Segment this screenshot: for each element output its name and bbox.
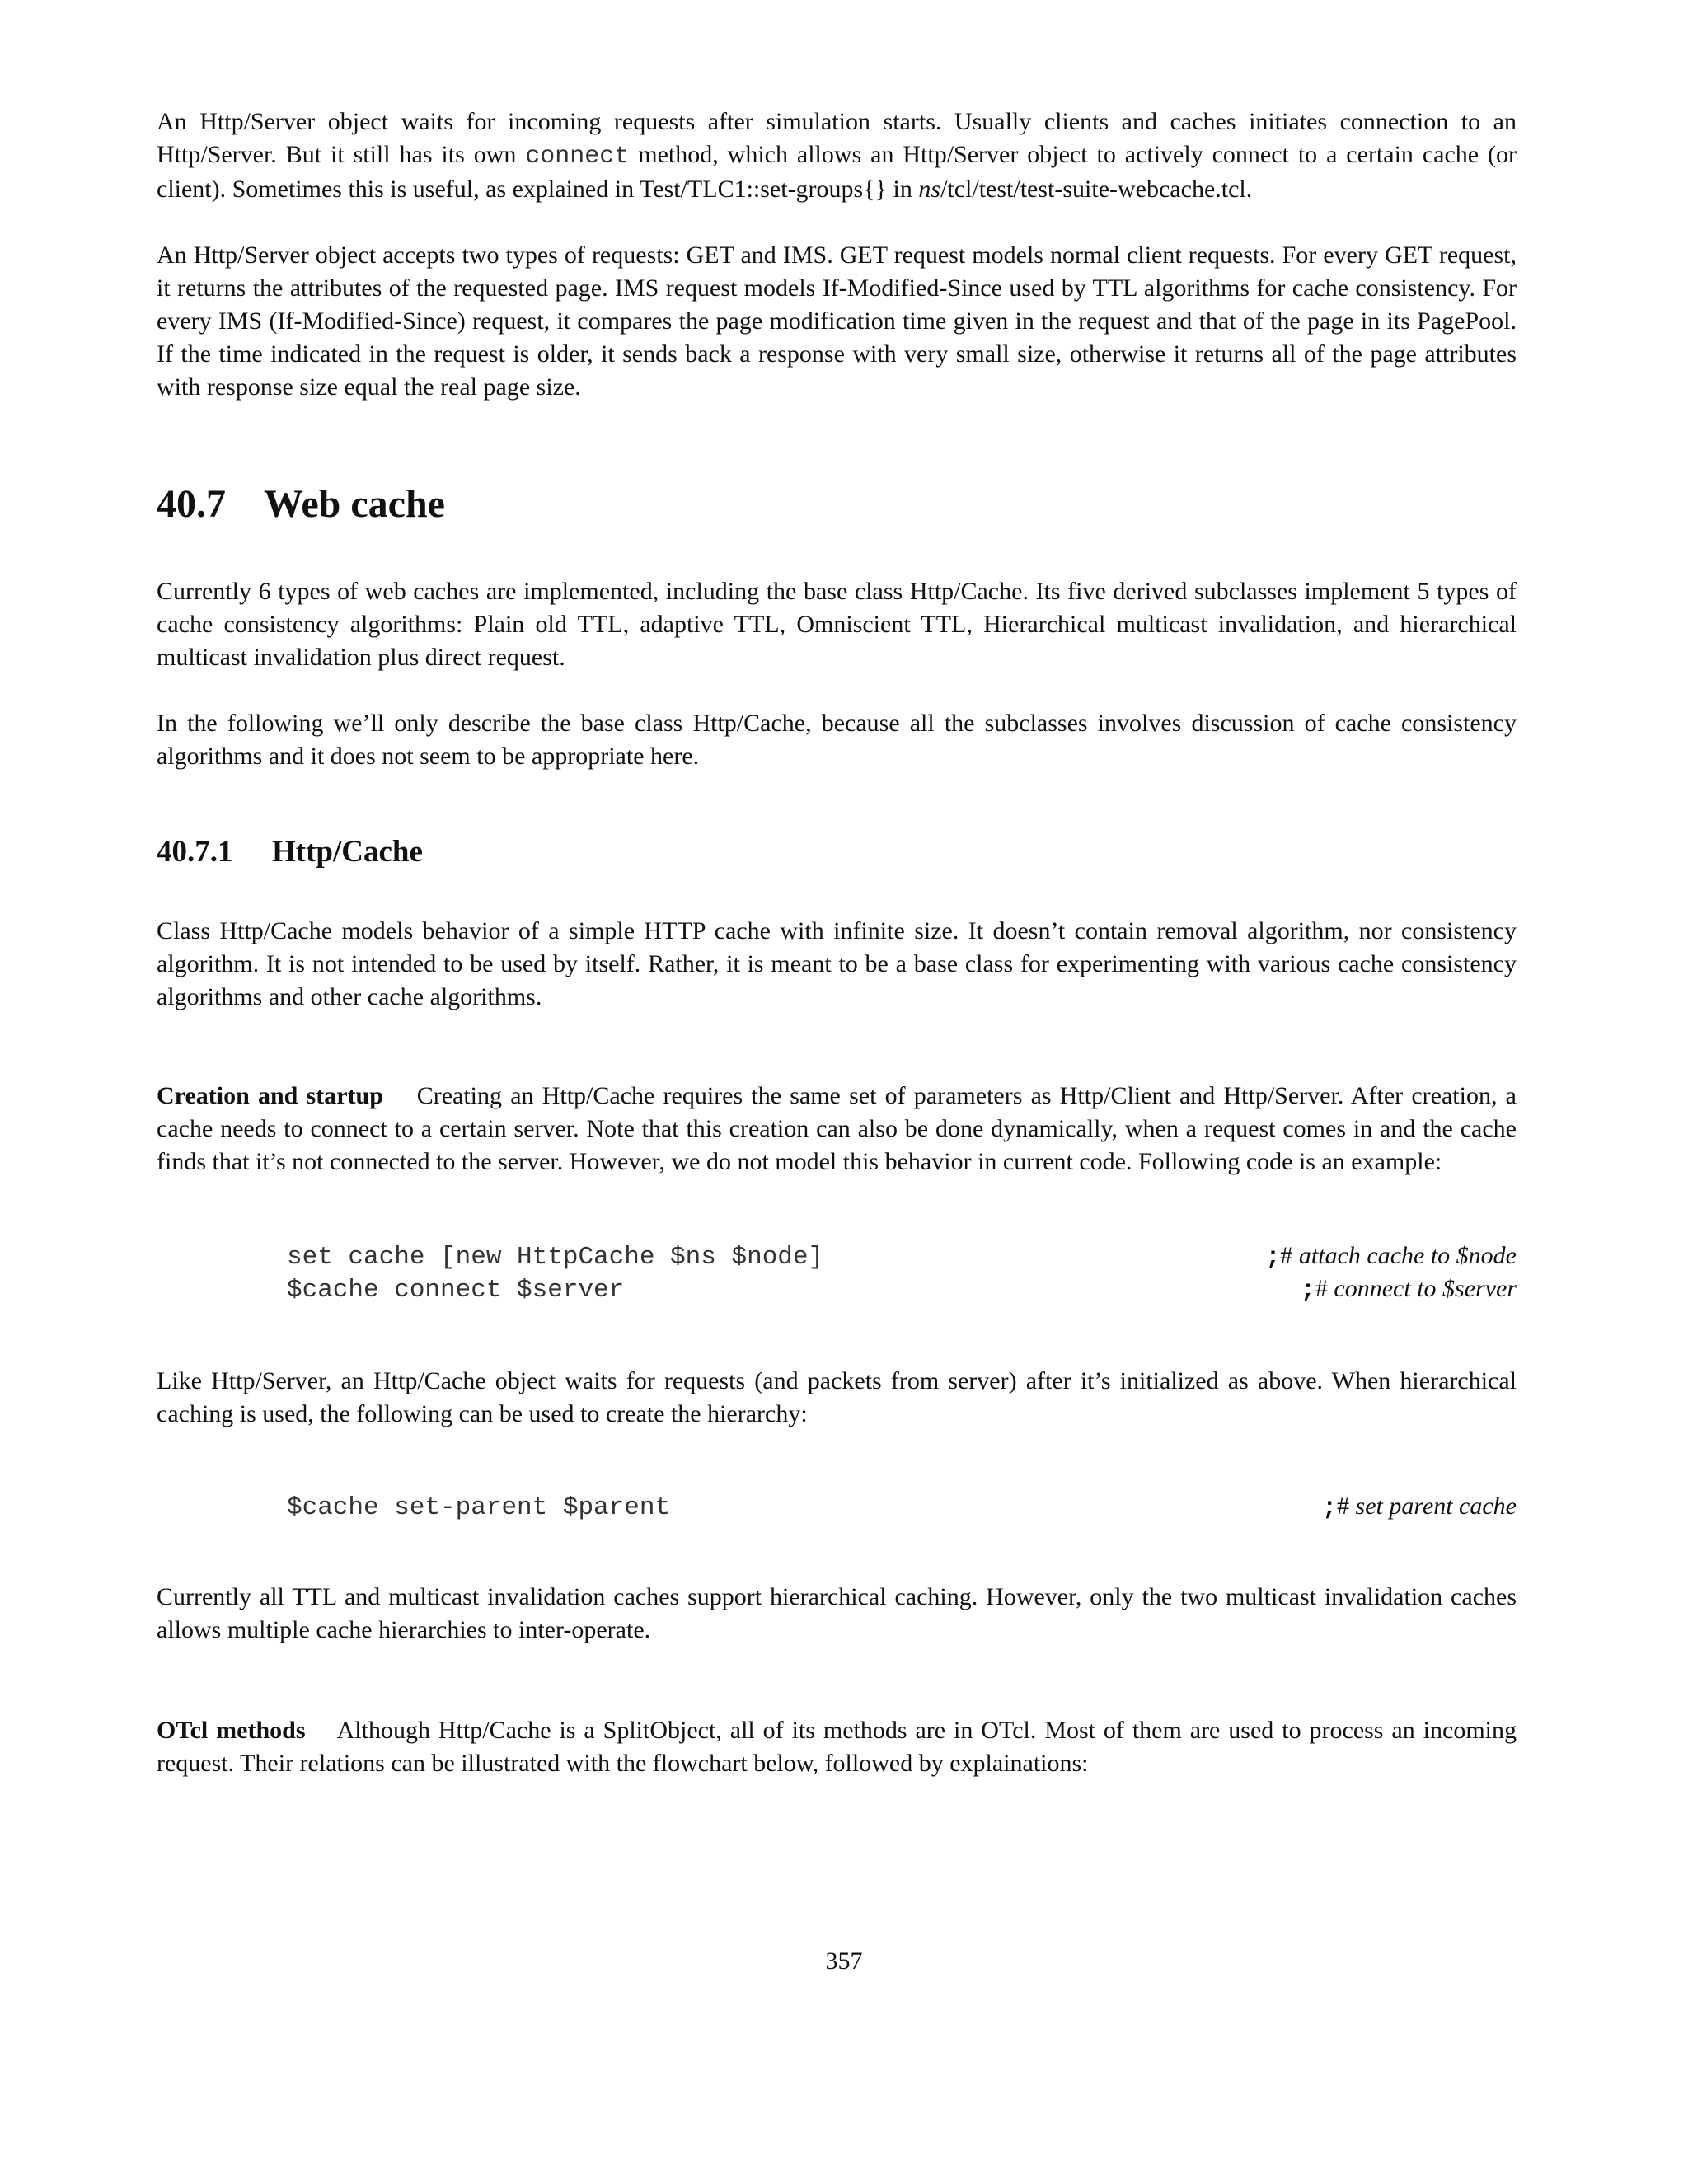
page-content — [157, 105, 1517, 1780]
paragraph-request-types: An Http/Server object accepts two types of requests: GET and IMS. GET request models normal client requests. For every GET request, it returns the attributes of the requested page. IMS request models If-Modified-Since used by TTL algorithms for cache consistency. For every IMS (If-Modified-Since) request, it compares the page modification time given in the request and that of the page in its PagePool. If the time indicated in the request is older, it sends back a response with very small size, otherwise it returns all of the page attributes with response size equal the real page size. — [157, 241, 1517, 401]
code-block-parent — [287, 1490, 1517, 1523]
paragraph-text: method, which allows an Http/Server object to actively connect to a certain cache (or client). Sometimes this is useful, as explained in Test/TLC1::set-groups{} in — [157, 141, 1517, 203]
paragraph-base-class: In the following we’ll only describe the base class Http/Cache, because all the subclasses involves discussion of cache consistency algorithms and it does not seem to be appropriate here. — [157, 710, 1517, 770]
code-line — [287, 1240, 1517, 1272]
italic-ns: ns — [918, 176, 941, 203]
semicolon: ; — [1300, 1277, 1315, 1305]
code-line — [287, 1272, 1517, 1305]
comment-hash: # — [1315, 1275, 1328, 1302]
paragraph-text: Creating an Http/Cache requires the same set of parameters as Http/Client and Http/Server. After creation, a cache needs to connect to a certain server. Note that this creation can also be done dynamically, when a request comes in and the cache finds that it’s not connected to the server. However, we do not model this behavior in current code. Following code is an example: — [157, 1082, 1517, 1175]
paragraph-hierarchy: Like Http/Server, an Http/Cache object waits for requests (and packets from server) after it’s initialized as above. When hierarchical caching is used, the following can be used to create the hierarchy: — [157, 1367, 1517, 1427]
paragraph-cache-types: Currently 6 types of web caches are implemented, including the base class Http/Cache. Its five derived subclasses implement 5 types of cache consistency algorithms: Plain old TTL, adaptive TTL, Omniscient TTL, Hierarchical multicast invalidation, and hierarchical multicast invalidation plus direct request. — [157, 578, 1517, 671]
paragraph-http-server-intro — [157, 105, 1517, 206]
code-block-creation — [287, 1240, 1517, 1305]
subsection-number: 40.7.1 — [157, 835, 233, 869]
paragraph-otcl-methods — [157, 1714, 1517, 1780]
code-text: $cache connect $server — [287, 1276, 625, 1305]
code-comment — [1322, 1490, 1517, 1525]
semicolon: ; — [1265, 1244, 1281, 1272]
code-text: $cache set-parent $parent — [287, 1493, 671, 1522]
inline-code-connect: connect — [525, 143, 630, 171]
paragraph-http-cache-class: Class Http/Cache models behavior of a simple HTTP cache with infinite size. It doesn’t contain removal algorithm, nor consistency algorithm. It is not intended to be used by itself. Rather, it is meant to be a base class for experimenting with various cache consistency algorithms and other cache algorithms. — [157, 917, 1517, 1010]
page-number: 357 — [825, 1947, 863, 1975]
run-in-heading-creation: Creation and startup — [157, 1082, 383, 1109]
comment-text: attach cache to $node — [1298, 1242, 1517, 1269]
comment-text: set parent cache — [1355, 1493, 1517, 1520]
paragraph-hierarchical-support: Currently all TTL and multicast invalidation caches support hierarchical caching. However, only the two multicast invalidation caches allows multiple cache hierarchies to inter-operate. — [157, 1583, 1517, 1643]
comment-text: connect to $server — [1334, 1275, 1517, 1302]
paragraph-creation-startup — [157, 1080, 1517, 1179]
comment-hash: # — [1280, 1242, 1293, 1269]
paragraph-text: /tcl/test/test-suite-webcache.tcl. — [940, 176, 1253, 203]
code-line — [287, 1490, 1517, 1523]
section-heading — [157, 481, 1517, 527]
subsection-title: Http/Cache — [272, 835, 423, 869]
semicolon: ; — [1322, 1494, 1338, 1522]
comment-hash: # — [1337, 1493, 1350, 1520]
code-comment — [1265, 1240, 1517, 1274]
code-text: set cache [new HttpCache $ns $node] — [287, 1243, 824, 1272]
section-number: 40.7 — [157, 482, 226, 526]
paragraph-text: An Http/Server object waits for incoming requests after simulation starts. Usually clients and caches initiates connection to an Http/Server. But it still has its own — [157, 108, 1517, 168]
subsection-heading — [157, 834, 1517, 870]
run-in-heading-otcl: OTcl methods — [157, 1717, 306, 1744]
code-comment — [1301, 1272, 1517, 1307]
section-title: Web cache — [264, 482, 445, 526]
paragraph-text: Although Http/Cache is a SplitObject, all of its methods are in OTcl. Most of them are used to process an incoming request. Their relations can be illustrated with the flowchart below, followed by explainations: — [157, 1717, 1517, 1777]
